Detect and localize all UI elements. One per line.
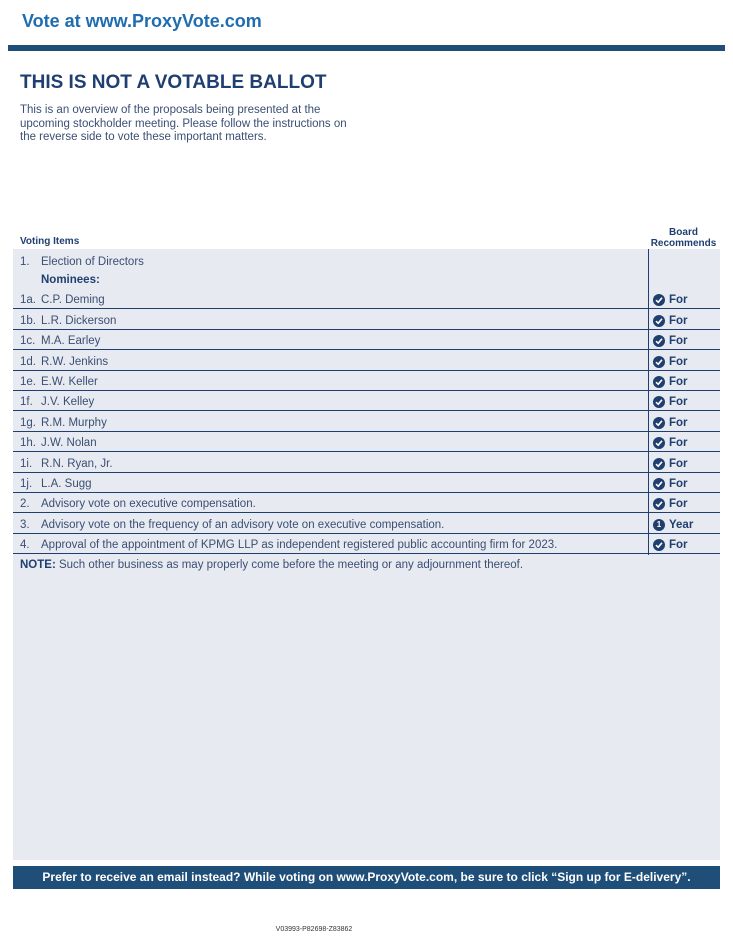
board-recommendation (653, 478, 688, 490)
voting-item-row (13, 534, 720, 554)
item-number: 1a. (20, 294, 36, 307)
note-body: Such other business as may properly come before the meeting or any adjournment thereof. (55, 559, 524, 571)
item-text: L.R. Dickerson (41, 314, 117, 327)
checkmark-icon (653, 294, 665, 306)
item-number: 1e. (20, 375, 36, 388)
note-text (20, 559, 523, 571)
item-number: 1d. (20, 355, 36, 368)
site-header-title: Vote at www.ProxyVote.com (22, 11, 262, 31)
item-number: 3. (20, 518, 30, 531)
item-text: R.N. Ryan, Jr. (41, 457, 113, 470)
board-recommendation (653, 498, 688, 510)
recommendation-label: For (669, 416, 688, 429)
recommendation-label: For (669, 457, 688, 470)
board-recommendation (653, 315, 688, 327)
item-text: Approval of the appointment of KPMG LLP as independent registered public accounting firm for 2023. (41, 539, 558, 552)
checkmark-icon (653, 396, 665, 408)
board-recommendation (653, 376, 688, 388)
board-recommendation (653, 356, 688, 368)
e-delivery-banner: Prefer to receive an email instead? While voting on www.ProxyVote.com, be sure to click “Sign up for E-delivery”. (13, 866, 720, 889)
recommendation-label: For (669, 375, 688, 388)
number-one-icon: 1 (653, 519, 665, 531)
voting-item-row (13, 473, 720, 493)
checkmark-icon (653, 356, 665, 368)
voting-item-row (13, 371, 720, 391)
item-text: E.W. Keller (41, 375, 98, 388)
board-recommendation (653, 294, 688, 306)
voting-item-row (13, 432, 720, 452)
board-recommendation (653, 539, 688, 551)
item-text: R.W. Jenkins (41, 355, 109, 368)
item-number: 1c. (20, 335, 36, 348)
recommendation-label: For (669, 396, 688, 409)
item-text: R.M. Murphy (41, 416, 107, 429)
item-number: 1g. (20, 416, 36, 429)
intro-text: This is an overview of the proposals being presented at the upcoming stockholder meeting. Please follow the instructions on the reverse side to vote these important matters. (20, 104, 347, 143)
item-number: 1i. (20, 457, 33, 470)
checkmark-icon (653, 437, 665, 449)
checkmark-icon (653, 539, 665, 551)
item-number: 1b. (20, 314, 36, 327)
board-recommendation (653, 437, 688, 449)
recommendation-label: For (669, 498, 688, 511)
item-1-title: Election of Directors (41, 256, 144, 268)
recommendation-label: For (669, 335, 688, 348)
item-number: 2. (20, 498, 30, 511)
board-recommendation (653, 519, 693, 531)
recommendation-label: For (669, 314, 688, 327)
checkmark-icon (653, 458, 665, 470)
item-number: 1j. (20, 477, 33, 490)
voting-item-row (13, 350, 720, 370)
voting-item-row (13, 330, 720, 350)
recommendation-label: For (669, 477, 688, 490)
page-title: THIS IS NOT A VOTABLE BALLOT (20, 72, 327, 93)
recommendation-label: For (669, 437, 688, 450)
header-divider (8, 45, 725, 51)
item-text: Advisory vote on the frequency of an advisory vote on executive compensation. (41, 518, 445, 531)
recommendation-label: For (669, 355, 688, 368)
board-recommendation (653, 458, 688, 470)
item-number: 1h. (20, 437, 36, 450)
item-text: J.V. Kelley (41, 396, 95, 409)
board-recommendation (653, 335, 688, 347)
item-text: C.P. Deming (41, 294, 105, 307)
item-number: 4. (20, 539, 30, 552)
item-number: 1f. (20, 396, 33, 409)
checkmark-icon (653, 335, 665, 347)
item-text: J.W. Nolan (41, 437, 97, 450)
voting-items-header: Voting Items (20, 236, 80, 247)
voting-item-row (13, 513, 720, 533)
recommendation-label: For (669, 294, 688, 307)
voting-item-row (13, 493, 720, 513)
recommendation-label: Year (669, 518, 694, 531)
board-recommendation (653, 396, 688, 408)
item-text: L.A. Sugg (41, 477, 92, 490)
board-recommendation (653, 417, 688, 429)
voting-item-row (13, 452, 720, 472)
item-text: M.A. Earley (41, 335, 101, 348)
checkmark-icon (653, 376, 665, 388)
voting-item-row (13, 289, 720, 309)
recommendation-label: For (669, 539, 688, 552)
checkmark-icon (653, 315, 665, 327)
checkmark-icon (653, 417, 665, 429)
voting-item-row (13, 391, 720, 411)
note-label: NOTE: (20, 559, 56, 571)
checkmark-icon (653, 498, 665, 510)
item-1-number: 1. (20, 256, 30, 268)
board-recommends-header: Board Recommends (650, 227, 717, 249)
job-code: V03993-P82698-Z83862 (275, 926, 353, 933)
item-text: Advisory vote on executive compensation. (41, 498, 256, 511)
checkmark-icon (653, 478, 665, 490)
voting-item-row (13, 309, 720, 329)
nominees-label: Nominees: (41, 274, 100, 286)
voting-item-row (13, 411, 720, 431)
